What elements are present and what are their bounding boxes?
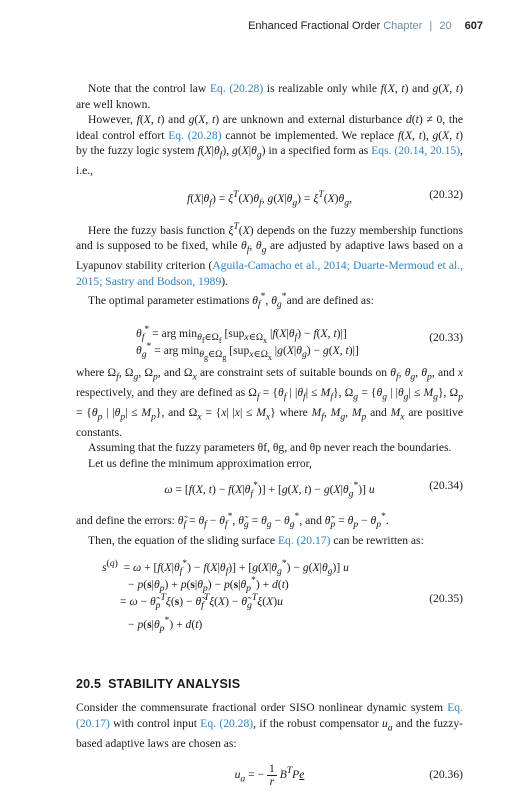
running-title: Enhanced Fractional Order (248, 20, 381, 32)
equation-20-33: $\theta_f^*$ = arg $\min_{\theta_f\in\Omega_f} [sup_{x\in\Omega_x}$ $|f(X|\theta_f) - f(X$, t)|] $\theta_g^*$ = arg $\min_{\theta_g\in\Omega_g} [sup_{x\in\Omega_x}$ $|g(X|\theta_g) - g(X$, t)|] (20.33) (136, 323, 463, 363)
equation-number: (20.32) (429, 187, 463, 201)
equation-link[interactable]: Eq. (20.17) (76, 701, 463, 730)
header-separator: | (429, 20, 433, 32)
paragraph-control-law: Note that the control law Eq. (20.28) is realizable only while f(X, t) and g(X, t) are well known. (76, 82, 464, 111)
section-number: 20.5 (76, 676, 102, 691)
paragraph-sliding-surface: Then, the equation of the sliding surface Eq. (20.17) can be rewritten as: (88, 533, 424, 547)
equation-link[interactable]: Eq. (20.28) (200, 716, 254, 730)
paragraph-approx-error: Let us define the minimum approximation error, (88, 456, 312, 470)
running-header (248, 20, 483, 32)
equation-link[interactable]: Eqs. (20.14, 20.15) (371, 144, 461, 158)
chapter-number: 20 (439, 20, 452, 32)
equation-20-34: ω = [f(X, $t) - f(X|\theta_f^*)] + [g(X$, $t) - g(X|\theta_g^*)$] u (20.34) (164, 479, 463, 500)
equation-20-35: $s^{(q)} = \omega + [f(X|\theta_f^*) - f(X|\theta_f)] + [g(X|\theta_g^*) - g(X|\theta_g)]$ u − $p(s|\theta_p) + p(s|\theta_p) - p(s|\theta_p^*) + d(t)$ = $\omega - \thetã_p^T\xi(s)$ − $\thetã_f^T\xi(X)$ − $\thetã_g^T\xi(X)u$ − $p(s|\theta_p^*) + d(t)$ (20.35) (102, 557, 463, 634)
equation-number: (20.35) (429, 591, 463, 605)
chapter-label: Chapter (383, 20, 423, 32)
paragraph-optimal-estimations: The optimal parameter estimations $\theta_f^*$, $\theta_g^*and$ are defined as: (88, 291, 374, 311)
equation-link[interactable]: Eq. (20.17) (277, 533, 331, 547)
equation-number: (20.34) (429, 479, 463, 493)
equation-link[interactable]: Eq. (20.28) (209, 82, 264, 95)
section-title: STABILITY ANALYSIS (108, 676, 241, 691)
equation-20-32: $f(X|\theta_f) = \xi^T(X)\theta_f$, $g(X|\theta_g) = \xi^T(X)\theta_g$, (20.32) (187, 187, 463, 209)
paragraph-constraint-sets: where $\Omega_f$, $\Omega_g$, $\Omega_p$, and $\Omega_x$ are constraint sets of suitable bounds on $\theta_f$, $\theta_g$, $\theta_p$, and x respectively, and they are defined as $\Omega_f = \{\theta_f$ | $|\theta_f| \le M_f$}, $\Omega_g = \{\theta_g$ | $|\theta_g| \le M_g$}, $\Omega_p = \{\theta_p$ | $|\theta_p| \le M_p$}, and $\Omega_x = \{x|$ $|x| \le M_x$} where $M_f$, $M_g$, $M_p$ and $M_x$ are positive constants. (76, 365, 464, 439)
page-number: 607 (464, 20, 483, 32)
citation-link[interactable]: Aguila-Camacho et al., 2014; Duarte-Mermoud et al., 2015; Sastry and Bodson, 1989 (76, 259, 463, 288)
equation-20-36: $u_a$ = − $\frac{1}{r}$ $B^TPe$ (20.36) (234, 762, 463, 789)
paragraph-assumption: Assuming that the fuzzy parameters θf, θg, and θp never reach the boundaries. (88, 441, 452, 455)
paragraph-define-errors: and define the errors: $\thetã_f = \theta_f - \theta_f^*$, $\thetã_g = \theta_g - \theta_g^*$, and $\thetã_p = \theta_p - \theta_p^*$. (76, 511, 389, 531)
section-heading (76, 677, 463, 693)
paragraph-stability: Consider the commensurate fractional order SISO nonlinear dynamic system Eq. (20.17) with control input Eq. (20.28), if the robust compensator $u_a$ and the fuzzy-based adaptive laws are chosen as: (76, 701, 463, 750)
paragraph-fuzzy-basis: Here the fuzzy basis function $\xi^T(X)$ depends on the fuzzy membership functions and is supposed to be fixed, while $\theta_f$, $\theta_g$ are adjusted by adaptive laws based on a Lyapunov stability criterion (Aguila-Camacho et al., 2014; Duarte-Mermoud et al., 2015; Sastry and Bodson, 1989). (76, 220, 463, 288)
equation-number: (20.33) (429, 330, 463, 344)
equation-link[interactable]: Eq. (20.28) (168, 128, 222, 142)
page-body (76, 81, 463, 795)
equation-number: (20.36) (429, 768, 463, 782)
paragraph-replacement: However, f(X, t) and g(X, t) are unknown and external disturbance d(t) ≠ 0, the ideal control effort Eq. (20.28) cannot be implemented. We replace f(X, t), g(X, t) by the fuzzy logic system $f(X|\theta_f)$, $g(X|\theta_g)$ in a specified form as Eqs. (20.14, 20.15), i.e., (76, 113, 464, 178)
